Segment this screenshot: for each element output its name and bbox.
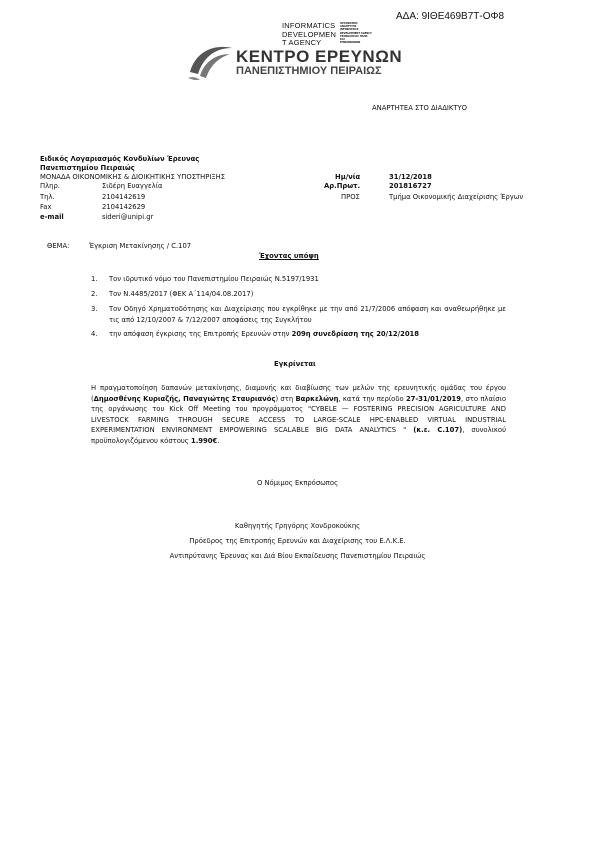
field-value: Σιδέρη Ευαγγελία <box>102 182 163 190</box>
list-item <box>91 329 506 339</box>
legal-representative: Ο Νόμιμος Εκπρόσωπος <box>256 479 339 487</box>
list-text: Τον Οδηγό Χρηματοδότησης και Διαχείρισης που εγκρίθηκε με την από 21/7/2006 απόφαση και αναθεωρήθηκε με τις από 12/10/2007 & 7/12/2007 αποφάσεις της Συγκλήτου <box>109 305 506 324</box>
subject-value: Έγκριση Μετακίνησης / C.107 <box>89 242 192 250</box>
approval-bold: (κ.ε. C.107) <box>413 426 463 434</box>
list-item <box>91 304 506 326</box>
sender-line-1: Ειδικός Λογαριασμός Κονδυλίων Έρευνας <box>40 155 200 163</box>
approval-bold: Βαρκελώνη <box>295 394 339 403</box>
logo-small-line: ΕΠΙΚΟΙΝΩΝΙΩΝ <box>340 41 361 45</box>
list-text-bold: 209η συνεδρίαση της 20/12/2018 <box>291 330 420 338</box>
logo-small-line: ΚΑΙ <box>340 38 345 42</box>
ada-code: ΑΔΑ: 9ΙΘΕ469Β7Τ-ΟΦ8 <box>396 11 505 22</box>
considering-heading: Έχοντας υπόψη <box>259 252 319 260</box>
logo-small-text <box>340 22 390 44</box>
logo-subtitle: ΠΑΝΕΠΙΣΤΗΜΙΟΥ ΠΕΙΡΑΙΩΣ <box>236 65 382 77</box>
list-item <box>91 289 506 299</box>
approval-text: . <box>217 436 220 445</box>
email-link[interactable]: sideri@unipi.gr <box>102 213 154 221</box>
logo-line: INFORMATICS <box>282 21 336 30</box>
approval-text: ) στη <box>275 394 296 403</box>
field-label: Τηλ. <box>40 193 55 201</box>
list-item <box>91 274 506 284</box>
list-number: 4. <box>91 330 98 338</box>
protocol-label: Αρ.Πρωτ. <box>324 182 361 190</box>
approval-paragraph <box>91 383 506 446</box>
field-label: Fax <box>40 203 52 211</box>
list-text: Τον Ν.4485/2017 (ΦΕΚ Α΄114/04.08.2017) <box>109 290 254 298</box>
approval-bold: 27-31/01/2019 <box>405 394 462 403</box>
field-value: 2104142629 <box>102 203 146 211</box>
approval-text: Η πραγματοποίηση δαπανών μετακίνησης, διαμονής και διαβίωσης των μελών της ερευνητικής ομάδας του έργου ( <box>91 384 506 403</box>
list-text: Τον ιδρυτικό νόμο του Πανεπιστημίου Πειραιώς Ν.5197/1931 <box>109 275 319 283</box>
sender-line-3: ΜΟΝΑΔΑ ΟΙΚΟΝΟΜΙΚΗΣ & ΔΙΟΙΚΗΤΙΚΗΣ ΥΠΟΣΤΗΡΙΞΗΣ <box>40 173 226 181</box>
approval-text: , στο πλαίσιο της οργάνωσης του Kick Off Meeting του προγράμματος "CYBELE — FOSTERING PRECISION AGRICULTURE AND LIVESTOCK FARMING THROUGH SECURE ACCESS TO LARGE-SCALE HPC-ENABLED VIRTUAL INDUSTRIAL EXPERIMENTATION ENVIRONMENT EMPOWERING SCALABLE BIG DATA ANALYTICS " <box>91 394 507 434</box>
list-number: 2. <box>91 290 98 298</box>
logo-line: DEVELOPMEN <box>282 29 337 39</box>
to-value: Τμήμα Οικονομικής Διαχείρισης Έργων <box>389 193 524 201</box>
approval-bold: Δημοσθένης Κυριαζής, Παναγιώτης Σταυριανός <box>93 394 276 403</box>
field-label: Πληρ. <box>40 182 60 190</box>
field-value: 2104142619 <box>102 193 146 201</box>
logo-small-line: INFORMATICS <box>340 28 359 32</box>
logo-small-line: ΑΝΑΠΤΥΞΗΣ <box>340 25 357 29</box>
list-number: 3. <box>91 305 98 313</box>
approval-bold: 1.990€ <box>190 436 218 445</box>
subject-label: ΘΕΜΑ: <box>47 242 70 250</box>
logo-small-line: ΟΡΓΑΝΙΣΜΟΣ <box>340 22 358 25</box>
signatory-role-2: Αντιπρύτανης Έρευνας και Διά Βίου Εκπαίδευσης Πανεπιστημίου Πειραιώς <box>169 552 426 560</box>
logo-small-line: ΤΕΧΝΟΛΟΓΙΑΣ ΠΛΗΡ. <box>340 34 369 38</box>
date-value: 31/12/2018 <box>389 173 432 181</box>
list-text <box>109 329 506 340</box>
logo-line: T AGENCY <box>282 38 322 47</box>
logo-top-text <box>282 22 342 48</box>
logo-title: ΚΕΝΤΡΟ ΕΡΕΥΝΩΝ <box>236 47 403 66</box>
logo-swirl-icon <box>186 40 234 82</box>
sender-line-2: Πανεπιστημίου Πειραιώς <box>40 164 135 172</box>
list-number: 1. <box>91 275 98 283</box>
approval-text: , συνολικού προϋπολογιζόμενου κόστους <box>91 426 507 445</box>
list-text-plain: την απόφαση έγκρισης της Επιτροπής Ερευνών στην <box>109 330 292 338</box>
approves-heading: Εγκρίνεται <box>274 360 316 368</box>
signatory-role-1: Πρόεδρος της Επιτροπής Ερευνών και Διαχείρισης του Ε.Λ.Κ.Ε. <box>189 537 406 545</box>
logo-small-line: DEVELOPMENT AGENCY <box>340 31 372 35</box>
to-label: ΠΡΟΣ <box>341 193 360 201</box>
posting-note: ΑΝΑΡΤΗΤΕΑ ΣΤΟ ΔΙΑΔΙΚΤΥΟ <box>372 104 468 112</box>
signatory-name: Καθηγητής Γρηγόρης Χονδροκούκης <box>234 522 361 530</box>
approval-text: , κατά την περίοδο <box>338 394 406 403</box>
protocol-value: 201816727 <box>389 182 432 190</box>
field-label: e-mail <box>40 213 64 221</box>
date-label: Ημ/νία <box>335 173 361 181</box>
